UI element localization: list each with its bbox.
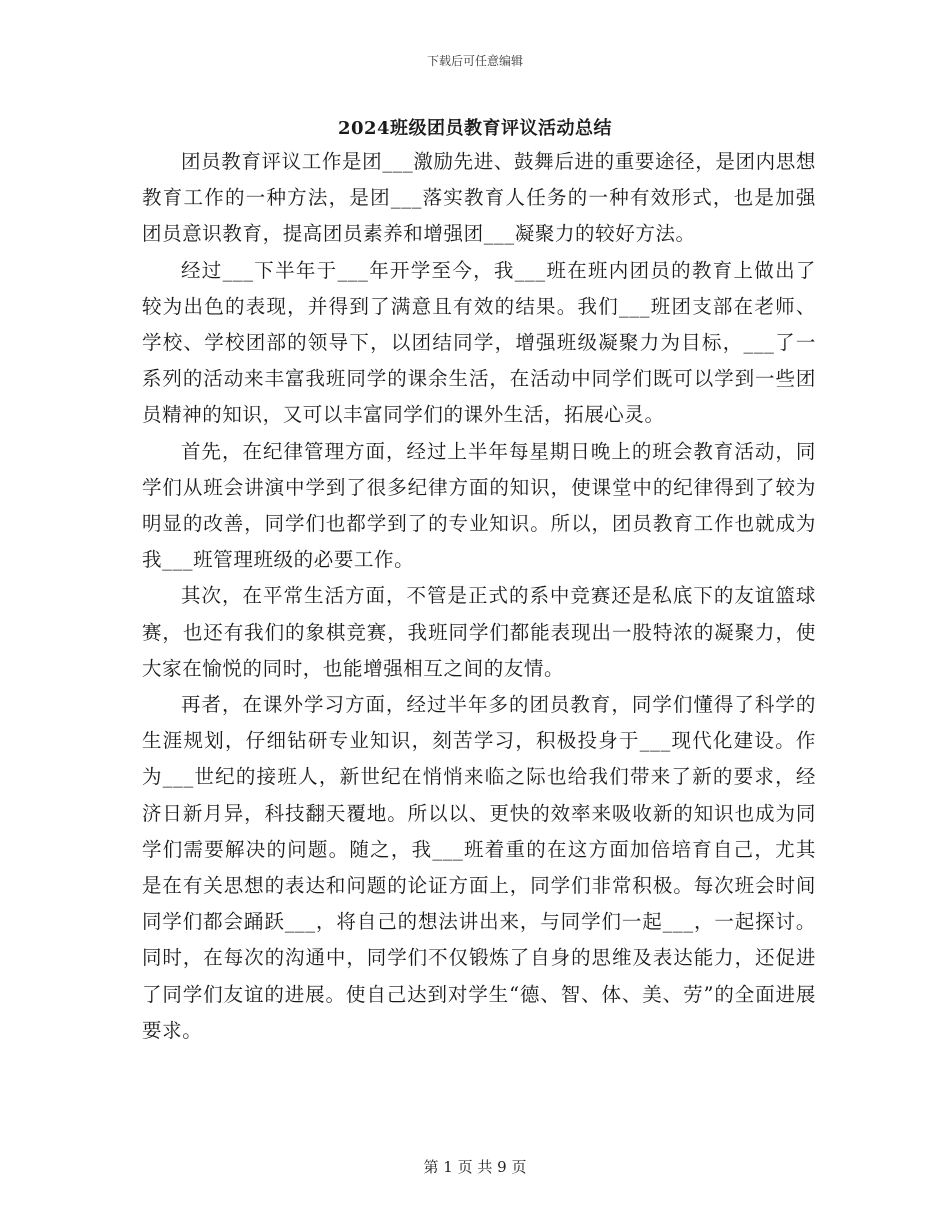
paragraph: 经过___下半年于___年开学至今，我___班在班内团员的教育上做出了较为出色的表现，并得到了满意且有效的结果。我们___班团支部在老师、学校、学校团部的领导下，以团结同学，增强班级凝聚力为目标，___了一系列的活动来丰富我班同学的课余生活，在活动中同学们既可以学到一些团员精神的知识，又可以丰富同学们的课外生活，拓展心灵。	[142, 258, 816, 427]
paragraph: 团员教育评议工作是团___激励先进、鼓舞后进的重要途径，是团内思想教育工作的一种方法，是团___落实教育人任务的一种有效形式，也是加强团员意识教育，提高团员素养和增强团___凝聚力的较好方法。	[142, 150, 816, 246]
paragraph: 首先，在纪律管理方面，经过上半年每星期日晚上的班会教育活动，同学们从班会讲演中学到了很多纪律方面的知识，使课堂中的纪律得到了较为明显的改善，同学们也都学到了的专业知识。所以，团员教育工作也就成为我___班管理班级的必要工作。	[142, 439, 816, 572]
paragraph: 再者，在课外学习方面，经过半年多的团员教育，同学们懂得了科学的生涯规划，仔细钻研专业知识，刻苦学习，积极投身于___现代化建设。作为___世纪的接班人，新世纪在悄悄来临之际也给我们带来了新的要求，经济日新月异，科技翻天覆地。所以以、更快的效率来吸收新的知识也成为同学们需要解决的问题。随之，我___班着重的在这方面加倍培育自己，尤其是在有关思想的表达和问题的论证方面上，同学们非常积极。每次班会时间同学们都会踊跃___，将自己的想法讲出来，与同学们一起___，一起探讨。同时，在每次的沟通中，同学们不仅锻炼了自身的思维及表达能力，还促进了同学们友谊的进展。使自己达到对学生“德、智、体、美、劳”的全面进展要求。	[142, 693, 816, 1042]
page-footer: 第 1 页 共 9 页	[423, 1158, 527, 1176]
document-body	[142, 144, 816, 1049]
header-note: 下载后可任意编辑	[426, 54, 523, 68]
document-title: 2024班级团员教育评议活动总结	[337, 118, 613, 139]
paragraph: 其次，在平常生活方面，不管是正式的系中竞赛还是私底下的友谊篮球赛，也还有我们的象棋竞赛，我班同学们都能表现出一股特浓的凝聚力，使大家在愉悦的同时，也能增强相互之间的友情。	[142, 584, 816, 680]
